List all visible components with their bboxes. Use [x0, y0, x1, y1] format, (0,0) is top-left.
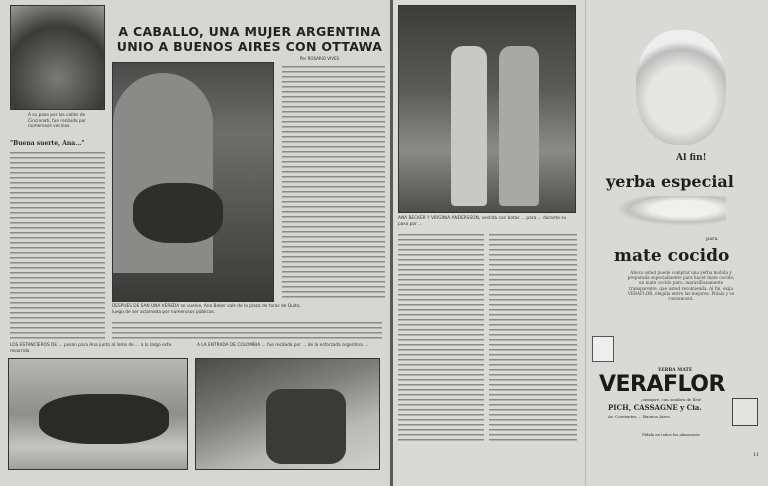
brand-name: VERAFLOR	[599, 372, 725, 397]
lead-text: "Buena suerte, Ana..."	[10, 140, 85, 147]
horses-landscape-photo	[8, 358, 188, 470]
veraflor-ad	[585, 0, 768, 486]
bottom-right-caption: A LA ENTRADA DE COLOMBIA ... fue recibida por ... de la esforzada argentina ...	[197, 343, 369, 348]
yerba-package-icon	[592, 336, 614, 362]
ad-para: para	[706, 236, 718, 242]
ad-product-use: mate cocido	[614, 246, 730, 266]
right-page	[393, 0, 768, 486]
horse-rider	[133, 183, 223, 243]
horse-archway-photo	[112, 62, 274, 302]
teacup-in-hand	[606, 196, 726, 228]
smiling-woman-illustration	[636, 30, 726, 145]
woman-right	[499, 46, 539, 206]
company-address: Av. Corrientes ... Buenos Aires	[608, 414, 670, 419]
title-line-1: A CABALLO, UNA MUJER ARGENTINA	[118, 24, 381, 39]
photo-caption: ANA BECKER Y VIRGINIA ANDERSSON, vestida con botas ... para ... durante su paso por ...	[398, 216, 567, 227]
brand-kicker: YERBA MATE	[658, 368, 693, 373]
byline: Por ROSARIO VIVES	[300, 56, 340, 61]
right-column-text	[282, 64, 385, 300]
brand-tagline: ¡siempre, con sombra de Ilex!	[641, 397, 702, 402]
package-icon	[732, 398, 758, 426]
horses	[39, 394, 169, 444]
archway	[113, 73, 213, 273]
bottom-left-caption: LOS ESTANCIEROS DE ... posan para Ana junto al lomo de ... a lo largo este recorrido.	[10, 343, 172, 354]
page-number: 11	[753, 452, 760, 458]
ad-exclaim: Al fin!	[676, 153, 707, 163]
people-horse	[266, 389, 346, 464]
text-column-1	[398, 232, 484, 444]
ad-body: Ahora usted puede comprar una yerba molida y preparada especialmente para hacer mate cocido; un mate cocido puro, maravillosamente transparente, que usted recomienda. Al fin, exija VERAFLOR, elegida entre las mejores. Pídala y se convencerá.	[627, 270, 735, 302]
article-title	[112, 24, 387, 54]
colombia-entry-photo	[195, 358, 380, 470]
text-column-2	[489, 232, 577, 444]
top-photo-caption: A su paso por las calles de Cincinnati, fue recibida por numerosos vecinos.	[28, 113, 87, 129]
ad-footer: Pídala en todos los almacenes	[642, 432, 700, 437]
woman-left	[451, 46, 487, 206]
lower-text	[112, 320, 382, 340]
left-column-text	[10, 150, 105, 340]
ad-headline: yerba especial	[606, 172, 734, 191]
company-name: PICH, CASSAGNE y Cia.	[608, 403, 702, 412]
main-photo-caption: DESPUES DE SAN UNA VEREDA se vuelve, Ana Beker sale de la plaza de toros de Quito, luego de ser aclamada por numerosos públicos.	[112, 304, 301, 315]
two-women-photo	[398, 5, 576, 213]
title-line-2: UNIO A BUENOS AIRES CON OTTAWA	[116, 39, 383, 54]
crowd-photo	[10, 5, 105, 110]
